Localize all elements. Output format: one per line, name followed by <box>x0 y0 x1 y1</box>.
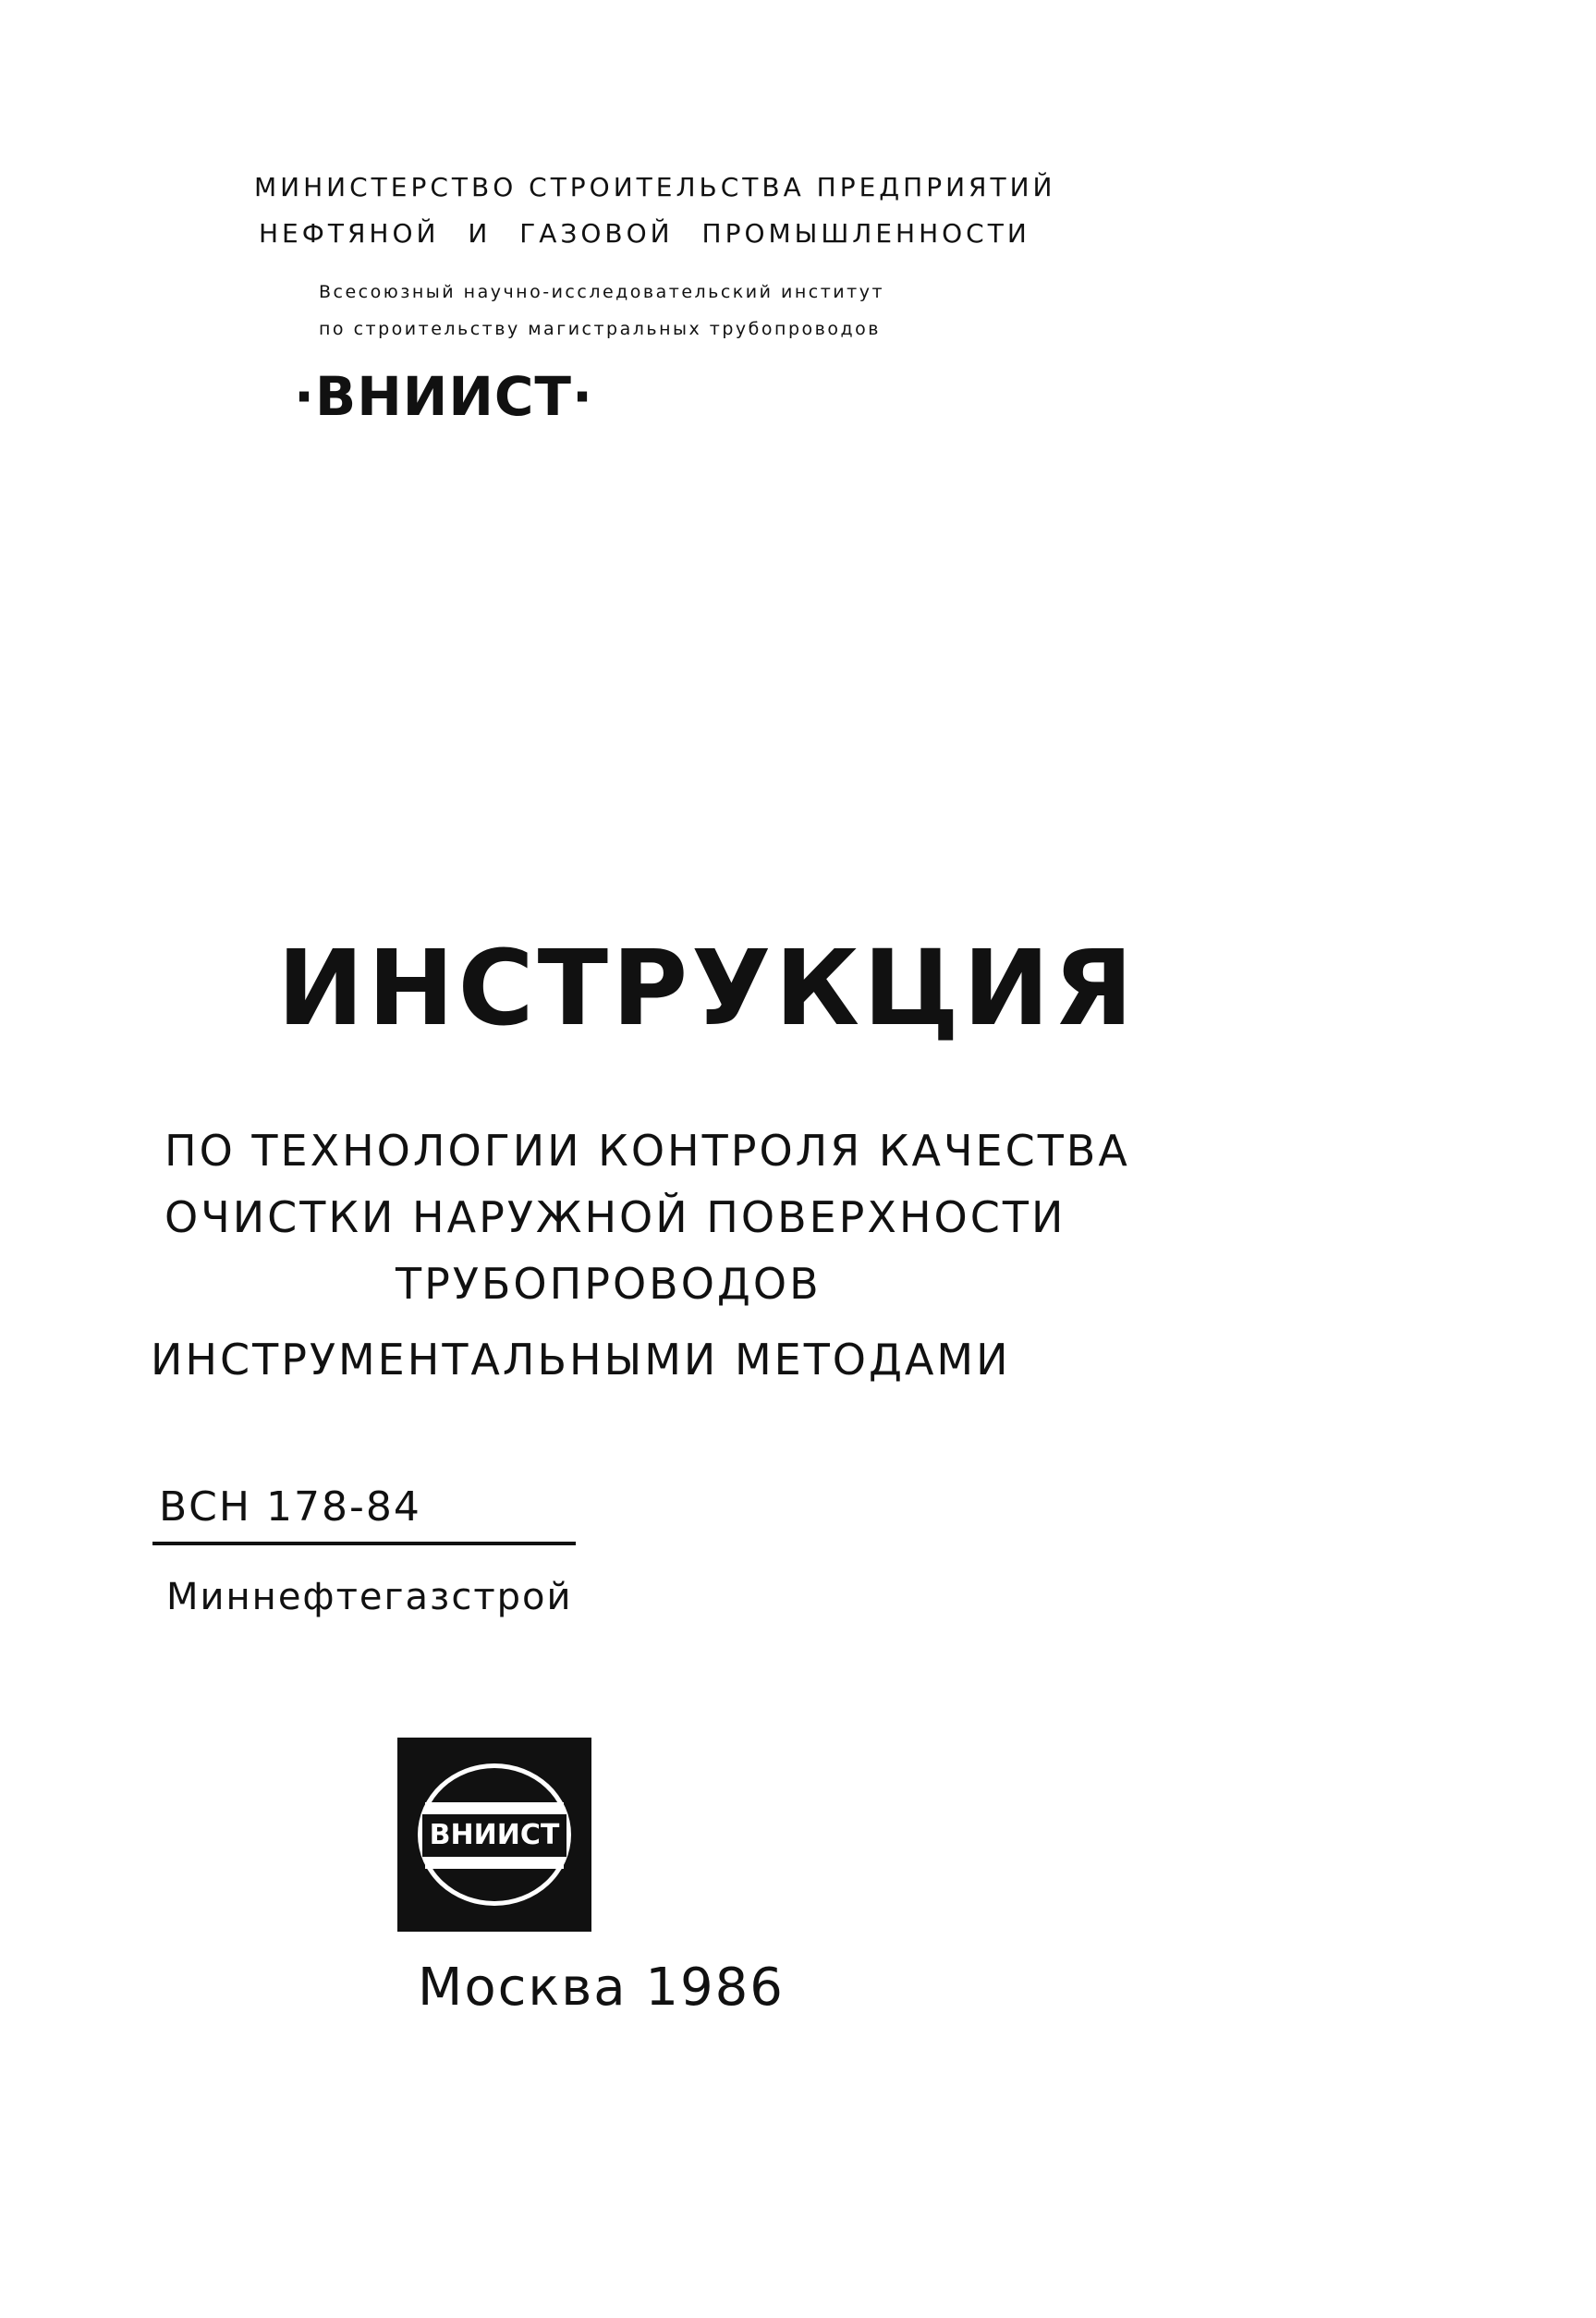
divider-rule <box>152 1542 576 1545</box>
vniist-logo-icon <box>397 1738 591 1932</box>
document-code: ВСН 178-84 <box>159 1483 421 1531</box>
logo-text: ВНИИСТ <box>422 1814 567 1857</box>
subtitle-line2: ОЧИСТКИ НАРУЖНОЙ ПОВЕРХНОСТИ <box>164 1192 1066 1242</box>
ministry-name-line2: НЕФТЯНОЙ И ГАЗОВОЙ ПРОМЫШЛЕННОСТИ <box>259 218 1030 249</box>
institute-short-name: ·ВНИИСТ· <box>294 365 594 428</box>
subtitle-line1: ПО ТЕХНОЛОГИИ КОНТРОЛЯ КАЧЕСТВА <box>164 1126 1130 1176</box>
subtitle-line3: ТРУБОПРОВОДОВ <box>396 1259 822 1309</box>
logo-plate <box>425 1802 564 1869</box>
institute-name-line1: Всесоюзный научно-исследовательский институт <box>319 282 885 302</box>
institute-name-line2: по строительству магистральных трубопроводов <box>319 319 881 339</box>
ministry-abbreviation: Миннефтегазстрой <box>166 1576 573 1618</box>
ministry-name-line1: МИНИСТЕРСТВО СТРОИТЕЛЬСТВА ПРЕДПРИЯТИЙ <box>254 172 1056 202</box>
document-type-title: ИНСТРУКЦИЯ <box>277 929 1137 1049</box>
subtitle-line4: ИНСТРУМЕНТАЛЬНЫМИ МЕТОДАМИ <box>151 1335 1011 1385</box>
publication-place-year: Москва 1986 <box>418 1958 785 2018</box>
